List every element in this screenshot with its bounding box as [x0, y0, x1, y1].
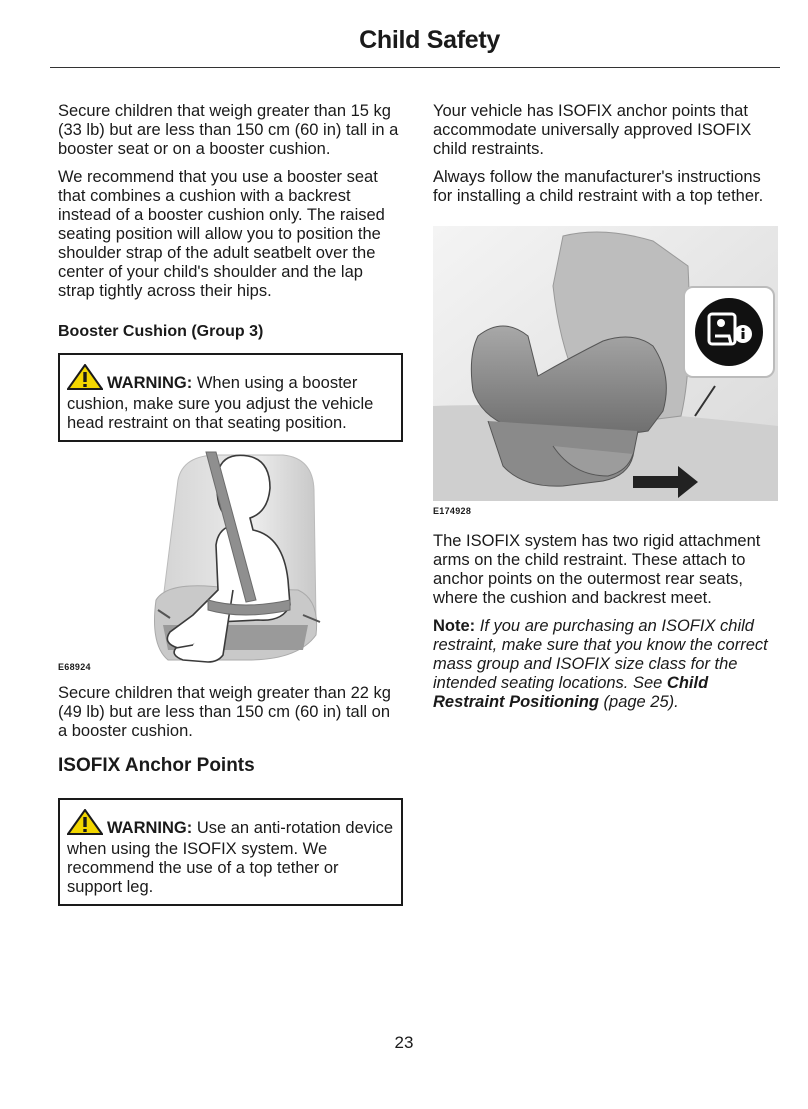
left-column — [58, 102, 403, 906]
warning-box-isofix — [58, 798, 403, 906]
isofix-system-paragraph: The ISOFIX system has two rigid attachment arms on the child restraint. These attach to anchor points on the outermost rear seats, where the cushion and backrest meet. — [433, 532, 761, 607]
booster-cushion-heading: Booster Cushion (Group 3) — [58, 323, 264, 340]
page-title: Child Safety — [359, 26, 500, 54]
isofix-anchor-heading: ISOFIX Anchor Points — [58, 755, 255, 776]
booster-cushion-paragraph: Secure children that weigh greater than 22 kg (49 lb) but are less than 150 cm (60 in) tall on a booster cushion. — [58, 684, 391, 740]
warning-label: WARNING: — [107, 819, 193, 837]
right-column — [433, 102, 778, 712]
warning-triangle-icon — [67, 809, 103, 840]
page-number: 23 — [394, 1033, 414, 1052]
child-restraint-positioning-link[interactable]: Child Restraint Positioning — [433, 674, 709, 711]
figure-code-e68924: E68924 — [58, 662, 91, 672]
isofix-anchor-paragraph: Your vehicle has ISOFIX anchor points that accommodate universally approved ISOFIX child restraints. — [433, 102, 752, 158]
warning-box-booster — [58, 353, 403, 442]
warning-text: Use an anti-rotation device when using the ISOFIX system. We recommend the use of a top tether or support leg. — [67, 819, 394, 896]
isofix-callout-bubble — [683, 286, 775, 378]
figure-code-e174928: E174928 — [433, 506, 472, 516]
warning-text: When using a booster cushion, make sure you adjust the vehicle head restraint on that seating position. — [67, 374, 374, 432]
note-text: If you are purchasing an ISOFIX child restraint, make sure that you know the correct mass group and ISOFIX size class for the intended seating locations. See — [433, 617, 768, 692]
note-page-reference: (page 25). — [598, 693, 679, 711]
isofix-seat-illustration — [433, 226, 778, 516]
manufacturer-instructions-paragraph: Always follow the manufacturer's instructions for installing a child restraint with a top tether. — [433, 168, 764, 205]
warning-triangle-icon — [67, 364, 103, 395]
isofix-note — [433, 617, 778, 712]
note-label: Note: — [433, 617, 476, 635]
header-divider — [50, 67, 780, 68]
warning-label: WARNING: — [107, 374, 193, 392]
booster-recommendation-paragraph: We recommend that you use a booster seat that combines a cushion with a backrest instead of a booster cushion only. The raised seating position will allow you to position the shoulder strap of the adult seatbelt over the center of your child's shoulder and the lap strap tightly across their hips. — [58, 168, 385, 300]
isofix-symbol-icon — [685, 288, 773, 376]
booster-cushion-illustration — [58, 450, 403, 672]
booster-seat-paragraph: Secure children that weigh greater than 15 kg (33 lb) but are less than 150 cm (60 in) tall in a booster seat or on a booster cushion. — [58, 102, 399, 158]
